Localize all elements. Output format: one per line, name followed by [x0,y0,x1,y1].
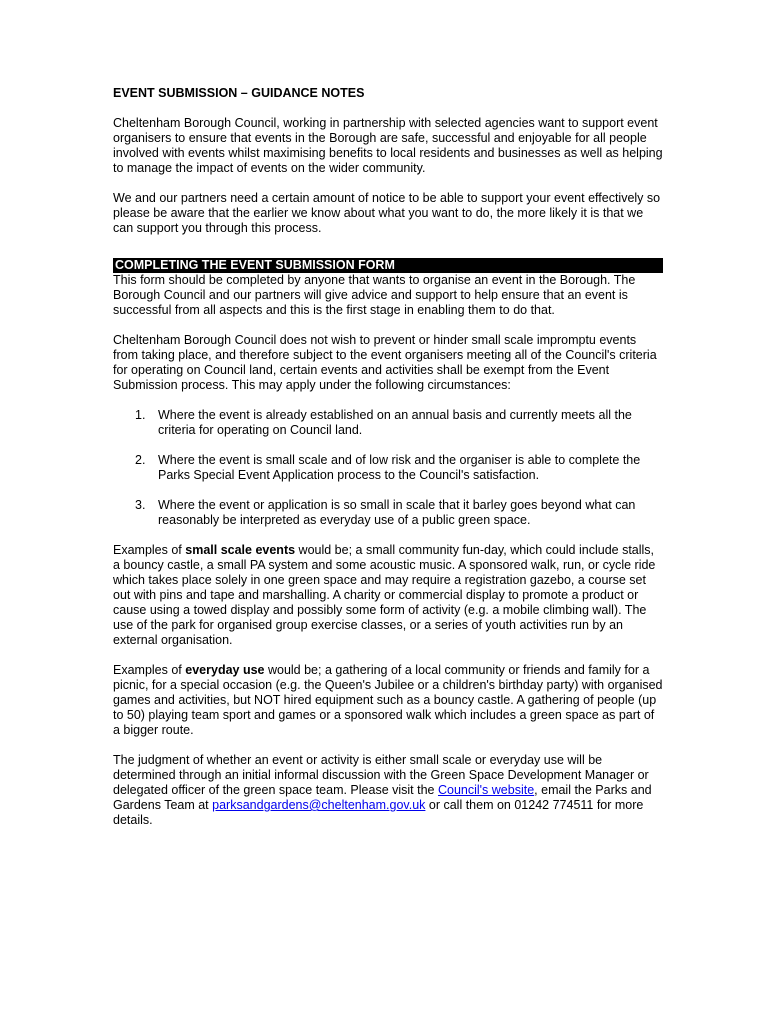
small-scale-paragraph [113,543,663,648]
small-scale-post: would be; a small community fun-day, which could include stalls, a bouncy castle, a small PA system and some acoustic music. A sponsored walk, run, or cycle ride which takes place solely in one green space and may require a registration gazebo, a course set out with pins and tape and marshalling. A charity or commercial display to promote a product or cause using a towed display and possibly some form of activity (e.g. a mobile climbing wall). The use of the park for organised group exercise classes, or a series of youth activities run by an external organisation. [113,543,656,647]
intro-paragraph-1: Cheltenham Borough Council, working in partnership with selected agencies want to support event organisers to ensure that events in the Borough are safe, successful and enjoyable for all people involved with events whilst maximising benefits to local residents and businesses as well as helping to manage the impact of events on the wider community. [113,116,663,175]
small-scale-pre: Examples of [113,543,186,557]
list-text: Where the event or application is so small in scale that it barley goes beyond what can reasonably be interpreted as everyday use of a public green space. [158,498,636,527]
list-number: 1. [135,408,146,422]
intro-paragraph-2: We and our partners need a certain amount of notice to be able to support your event effectively so please be aware that the earlier we know about what you want to do, the more likely it is that we can support you through this process. [113,191,661,235]
judgment-paragraph [113,753,663,828]
page-title: EVENT SUBMISSION – GUIDANCE NOTES [113,86,365,100]
email-link[interactable]: parksandgardens@cheltenham.gov.uk [212,798,426,812]
section-paragraph-1: This form should be completed by anyone that wants to organise an event in the Borough. The Borough Council and our partners will give advice and support to help ensure that an event is successful from all aspects and this is the first stage in enabling them to do that. [113,273,636,317]
everyday-post: would be; a gathering of a local community or friends and family for a picnic, for a special occasion (e.g. the Queen's Jubilee or a children's birthday party) with organised games and activities, but NOT hired equipment such as a bouncy castle. A gathering of people (up to 50) playing team sport and games or a sponsored walk which includes a green space as part of a bigger route. [113,663,663,737]
judgment-text-2: , email the Parks and Gardens Team at [113,783,652,812]
council-website-link[interactable]: Council's website [437,783,535,797]
judgment-text-1: The judgment of whether an event or activity is either small scale or everyday use will be determined through an initial informal discussion with the Green Space Development Manager or delegated officer of the green space team. Please visit the [113,753,649,797]
small-scale-term: small scale events [185,543,296,557]
exemption-list [113,408,663,528]
everyday-term: everyday use [185,663,265,677]
list-item [135,408,663,438]
list-item [135,498,663,528]
section-paragraph-2: Cheltenham Borough Council does not wish to prevent or hinder small scale impromptu events from taking place, and therefore subject to the event organisers meeting all of the Council's criteria for operating on Council land, certain events and activities shall be exempt from the Event Submission process. This may apply under the following circumstances: [113,333,657,392]
document-body [113,86,663,843]
list-number: 3. [135,498,146,512]
list-text: Where the event is small scale and of low risk and the organiser is able to complete the Parks Special Event Application process to the Council's satisfaction. [158,453,641,482]
list-text: Where the event is already established on an annual basis and currently meets all the criteria for operating on Council land. [158,408,632,437]
everyday-use-paragraph [113,663,663,738]
judgment-text-3: or call them on 01242 774511 for more details. [113,798,644,827]
list-item [135,453,663,483]
list-number: 2. [135,453,146,467]
section-heading: COMPLETING THE EVENT SUBMISSION FORM [113,258,663,273]
everyday-pre: Examples of [113,663,186,677]
